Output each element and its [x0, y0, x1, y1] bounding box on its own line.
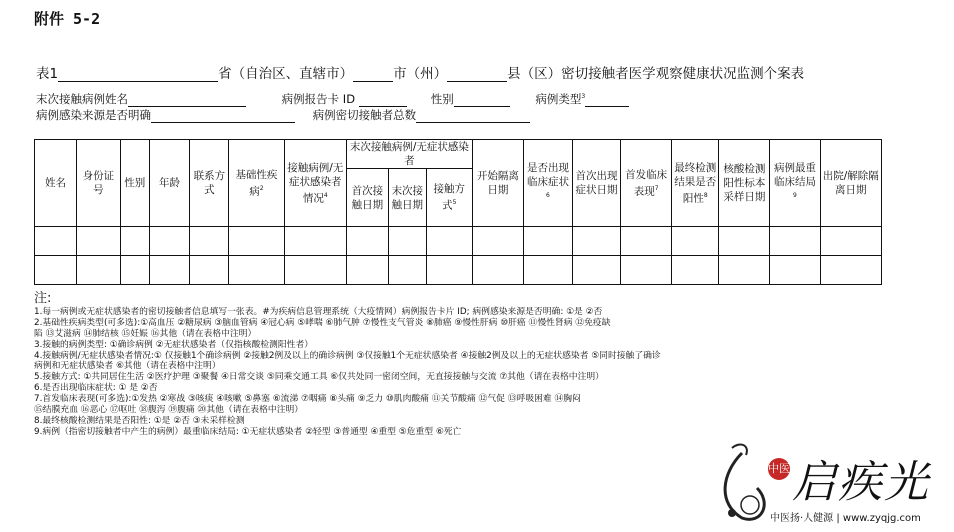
table-body	[35, 227, 882, 285]
note-line: 8.最终核酸检测结果是否阳性: ①是 ②否 ③未采样检测	[34, 415, 245, 426]
case-type-label: 病例类型	[535, 92, 582, 106]
notes	[34, 291, 661, 438]
table-cell[interactable]	[672, 256, 719, 285]
note-line: 病例和无症状感染者 ⑥其他（请在表格中注明）	[34, 361, 221, 372]
watermark-badge: 中医	[768, 458, 790, 480]
table-cell[interactable]	[523, 256, 572, 285]
city-blank[interactable]	[353, 67, 393, 82]
meta-row-2	[36, 107, 530, 123]
note-line: ⑮结膜充血 ⑯恶心 ⑰呕吐 ⑱腹泻 ⑲腹痛 ⑳其他（请在表格中注明）	[34, 405, 304, 416]
table-cell[interactable]	[426, 256, 472, 285]
meta-row-1	[36, 91, 629, 107]
note-line: 1.每一病例或无症状感染者的密切接触者信息填写一张表。#为疾病信息管理系统（大疫情网）病例报告卡片 ID; 病例感染来源是否明确: ①是 ②否	[34, 306, 603, 317]
contact-total-field[interactable]	[416, 108, 530, 123]
table-cell[interactable]	[426, 227, 472, 256]
col-first-presentation-sup: 7	[654, 184, 659, 192]
table-cell[interactable]	[284, 256, 346, 285]
table-cell[interactable]	[35, 256, 77, 285]
province-blank[interactable]	[58, 67, 218, 82]
contact-total-label: 病例密切接触者总数	[312, 108, 417, 122]
note-line: 7.首发临床表现(可多选):①发热 ②寒战 ③咳痰 ④咳嗽 ⑤鼻塞 ⑥流涕 ⑦咽痛 ⑧头痛 ⑨乏力 ⑩肌肉酸痛 ⑪关节酸痛 ⑫气促 ⑬呼吸困难 ⑭胸闷	[34, 394, 581, 405]
col-underlying-disease-sup: 2	[259, 184, 264, 192]
table-cell[interactable]	[120, 256, 149, 285]
table-cell[interactable]	[523, 227, 572, 256]
table-cell[interactable]	[621, 256, 672, 285]
report-id-label: 病例报告卡 ID	[281, 92, 356, 106]
watermark-site: 中医扬·人健源 | www.zyqjg.com	[770, 513, 921, 524]
col-last-contact-date: 末次接触日期	[388, 169, 426, 227]
table-prefix: 表1	[36, 66, 59, 82]
table-cell[interactable]	[149, 227, 190, 256]
form-title	[36, 62, 804, 82]
col-symptom-appeared	[523, 140, 572, 227]
col-contact-situation-text: 接触病例/无症状感染者情况	[287, 161, 344, 205]
col-final-test-positive-text: 最终检测结果是否阳性	[674, 161, 717, 205]
table-cell[interactable]	[820, 256, 881, 285]
table-cell[interactable]	[719, 227, 770, 256]
last-case-name-label: 末次接触病例姓名	[36, 92, 128, 106]
table-cell[interactable]	[76, 227, 120, 256]
note-line: 9.病例（指密切接触者中产生的病例）最重临床结局: ①无症状感染者 ②轻型 ③普通型 ④重型 ⑤危重型 ⑥死亡	[34, 426, 462, 437]
col-first-presentation	[621, 140, 672, 227]
col-symptom-appeared-text: 是否出现临床症状	[526, 161, 569, 188]
note-line: 2.基础性疾病类型(可多选):①高血压 ②糖尿病 ③脑血管病 ④冠心病 ⑤哮喘 ⑥肺气肿 ⑦慢性支气管炎 ⑧肺癌 ⑨慢性肝病 ⑩肝癌 ⑪慢性肾病 ⑫免疫缺	[34, 317, 611, 328]
col-most-severe-text: 病例最重临床结局	[773, 161, 816, 188]
table-row	[35, 227, 882, 256]
col-discharge-date: 出院/解除隔离日期	[820, 140, 881, 227]
col-final-test-positive	[672, 140, 719, 227]
monitoring-table	[34, 139, 882, 285]
col-underlying-disease-text: 基础性疾病	[235, 168, 278, 198]
table-cell[interactable]	[573, 256, 621, 285]
watermark-brand: 启疾光	[792, 457, 930, 508]
note-line: 陷 ⑬艾滋病 ⑭肺结核 ⑮妊娠 ⑯其他（请在表格中注明）	[34, 328, 257, 339]
table-cell[interactable]	[621, 227, 672, 256]
col-most-severe-sup: 9	[793, 191, 797, 199]
county-blank[interactable]	[447, 67, 507, 82]
last-case-name-field[interactable]	[128, 92, 246, 107]
col-symptom-appeared-sup: 6	[546, 191, 550, 199]
source-clear-label: 病例感染来源是否明确	[36, 108, 151, 122]
col-most-severe	[770, 140, 820, 227]
col-id-card: 身份证号	[76, 140, 120, 227]
table-cell[interactable]	[76, 256, 120, 285]
table-cell[interactable]	[346, 256, 388, 285]
table-cell[interactable]	[388, 256, 426, 285]
col-name: 姓名	[35, 140, 77, 227]
col-contact-situation	[284, 140, 346, 227]
table-cell[interactable]	[120, 227, 149, 256]
report-id-field[interactable]	[359, 92, 407, 107]
table-cell[interactable]	[388, 227, 426, 256]
table-cell[interactable]	[190, 227, 229, 256]
table-cell[interactable]	[35, 227, 77, 256]
gender-field[interactable]	[454, 92, 510, 107]
table-cell[interactable]	[149, 256, 190, 285]
col-final-test-positive-sup: 8	[703, 191, 708, 199]
table-cell[interactable]	[229, 227, 284, 256]
col-first-symptom-date: 首次出现症状日期	[573, 140, 621, 227]
table-cell[interactable]	[229, 256, 284, 285]
note-line: 4.接触病例/无症状感染者情况:① 仅接触1个确诊病例 ②接触2例及以上的确诊病例 ③仅接触1个无症状感染者 ④接触2例及以上的无症状感染者 ⑤同时接触了确诊	[34, 350, 661, 361]
table-cell[interactable]	[719, 256, 770, 285]
gender-label: 性别	[430, 92, 454, 106]
city-label: 市（州）	[393, 66, 448, 82]
col-underlying-disease	[229, 140, 284, 227]
col-contact-info: 联系方式	[190, 140, 229, 227]
note-line: 5.接触方式: ①共同居住生活 ②医疗护理 ③聚餐 ④日常交谈 ⑤同乘交通工具 ⑥仅共处同一密闭空间，无直接接触与交流 ⑦其他（请在表格中注明）	[34, 372, 604, 383]
table-row	[35, 256, 882, 285]
table-cell[interactable]	[820, 227, 881, 256]
col-contact-method-text: 接触方式	[433, 183, 465, 212]
case-type-sup: 3	[581, 93, 586, 101]
col-first-presentation-text: 首发临床表现	[625, 168, 668, 198]
note-line: 6.是否出现临床症状: ① 是 ②否	[34, 383, 158, 394]
col-group-last-case: 末次接触病例/无症状感染者	[346, 140, 472, 169]
col-age: 年龄	[149, 140, 190, 227]
table-cell[interactable]	[770, 227, 820, 256]
table-cell[interactable]	[770, 256, 820, 285]
col-gender: 性别	[120, 140, 149, 227]
case-type-field[interactable]	[585, 92, 629, 107]
col-contact-method-sup: 5	[452, 199, 457, 207]
attachment-label: 附件 5-2	[34, 10, 101, 28]
table-cell[interactable]	[284, 227, 346, 256]
source-clear-field[interactable]	[151, 108, 295, 123]
table-cell[interactable]	[573, 227, 621, 256]
note-line: 3.接触的病例类型: ①确诊病例 ②无症状感染者（仅指核酸检测阳性者）	[34, 339, 314, 350]
col-isolation-start: 开始隔离日期	[472, 140, 523, 227]
province-label: 省（自治区、直辖市）	[218, 66, 354, 82]
table-cell[interactable]	[190, 256, 229, 285]
col-sampling-date: 核酸检测阳性标本采样日期	[719, 140, 770, 227]
table-cell[interactable]	[472, 256, 523, 285]
col-first-contact-date: 首次接触日期	[346, 169, 388, 227]
table-cell[interactable]	[346, 227, 388, 256]
col-contact-method	[426, 169, 472, 227]
notes-header: 注:	[34, 291, 52, 306]
col-contact-situation-sup: 4	[323, 191, 328, 199]
county-label: 县（区）密切接触者医学观察健康状况监测个案表	[507, 66, 805, 82]
table-cell[interactable]	[472, 227, 523, 256]
table-cell[interactable]	[672, 227, 719, 256]
